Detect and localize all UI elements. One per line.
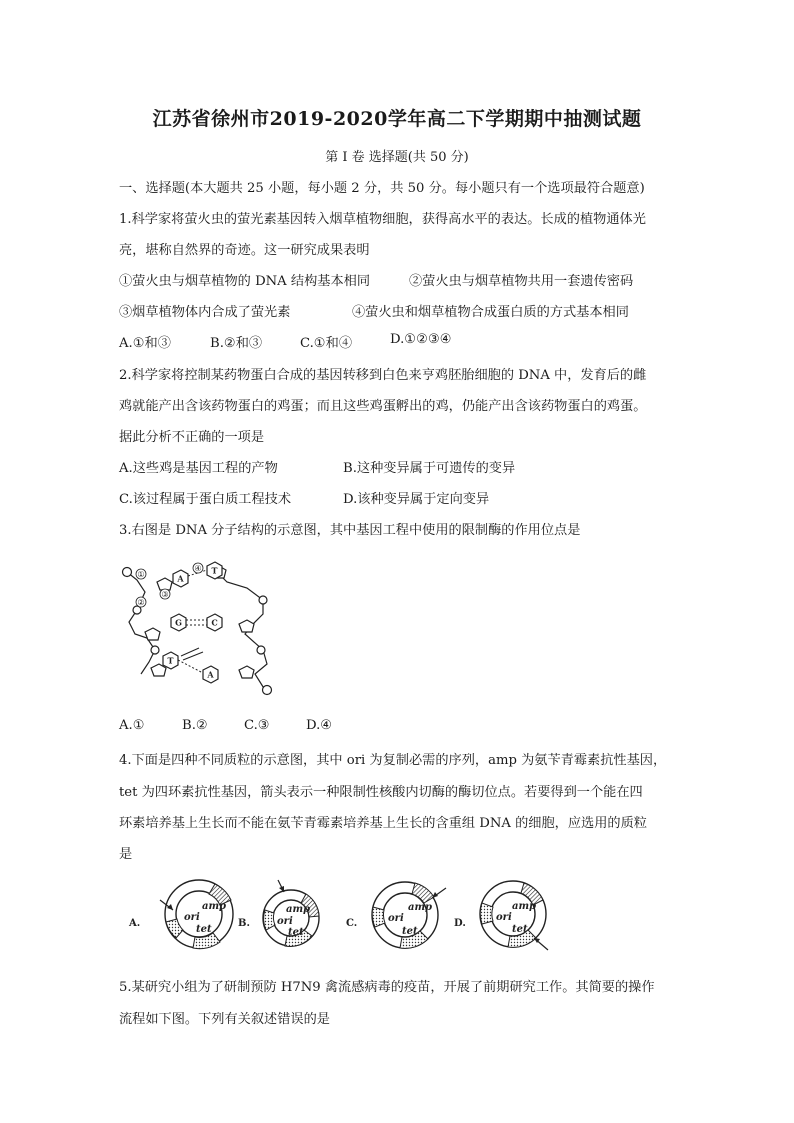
- q2-option-c: C.该过程属于蛋白质工程技术: [119, 492, 292, 507]
- section-subtitle: 第 I 卷 选择题(共 50 分): [325, 150, 469, 165]
- q2-option-b: B.这种变异属于可遗传的变异: [343, 461, 516, 476]
- q3-stem-line1: 3.右图是 DNA 分子结构的示意图，其中基因工程中使用的限制酶的作用位点是: [119, 523, 581, 538]
- page-title: 江苏省徐州市2019-2020学年高二下学期期中抽测试题: [152, 108, 642, 130]
- q2-stem-line3: 据此分析不正确的一项是: [119, 430, 265, 445]
- q1-statement-4: ④萤火虫和烟草植物合成蛋白质的方式基本相同: [352, 305, 629, 320]
- q5-stem-line2: 流程如下图。下列有关叙述错误的是: [119, 1012, 330, 1027]
- section-instruction: 一、选择题(本大题共 25 小题，每小题 2 分，共 50 分。每小题只有一个选项最符合题意): [119, 181, 645, 196]
- q2-option-d: D.该种变异属于定向变异: [343, 492, 490, 507]
- plasmid-b-label: B.: [238, 918, 250, 929]
- q3-option-c: C.③: [244, 718, 270, 733]
- dna-structure-diagram: [115, 552, 280, 702]
- plasmid-d-ori: ori: [496, 912, 512, 923]
- q1-statement-3: ③烟草植物体内合成了萤光素: [119, 305, 291, 320]
- plasmid-b-amp: amp: [286, 904, 311, 915]
- base-t2-label: T: [167, 655, 174, 666]
- plasmid-a-label: A.: [129, 918, 141, 929]
- plasmid-c-ori: ori: [388, 913, 404, 924]
- plasmid-a: [128, 880, 233, 949]
- plasmid-b-ori: ori: [277, 916, 293, 927]
- q1-option-d: D.①②③④: [390, 332, 452, 347]
- plasmid-c: [346, 882, 446, 948]
- q5-stem-line1: 5.某研究小组为了研制预防 H7N9 禽流感病毒的疫苗，开展了前期研究工作。其简要的操作: [119, 980, 655, 995]
- plasmid-d: [454, 881, 548, 950]
- q3-option-a: A.①: [119, 718, 145, 733]
- plasmid-a-amp: amp: [202, 901, 227, 912]
- plasmid-c-tet: tet: [402, 926, 418, 937]
- q3-option-b: B.②: [182, 718, 208, 733]
- q1-stem-line2: 亮，堪称自然界的奇迹。这一研究成果表明: [119, 243, 370, 258]
- plasmid-d-label: D.: [454, 918, 466, 929]
- plasmid-diagrams: [120, 872, 560, 952]
- marker-2: ②: [137, 598, 145, 607]
- plasmid-a-tet: tet: [196, 924, 212, 935]
- plasmid-d-amp: amp: [512, 901, 537, 912]
- q1-statement-1: ①萤火虫与烟草植物的 DNA 结构基本相同: [119, 274, 371, 289]
- base-g-label: G: [175, 617, 182, 628]
- plasmid-b: [238, 880, 319, 946]
- marker-4: ④: [194, 564, 202, 573]
- plasmid-d-tet: tet: [512, 924, 528, 935]
- q2-stem-line2: 鸡就能产出含该药物蛋白的鸡蛋；而且这些鸡蛋孵出的鸡，仍能产出含该药物蛋白的鸡蛋。: [119, 399, 647, 414]
- marker-1: ①: [137, 570, 145, 579]
- q1-option-c: C.①和④: [300, 336, 353, 351]
- q1-option-b: B.②和③: [210, 336, 263, 351]
- q4-stem-line2: tet 为四环素抗性基因，箭头表示一种限制性核酸内切酶的酶切位点。若要得到一个能在四: [119, 785, 643, 800]
- q3-option-d: D.④: [306, 718, 333, 733]
- q2-stem-line1: 2.科学家将控制某药物蛋白合成的基因转移到白色来亨鸡胚胎细胞的 DNA 中，发育后的雌: [119, 368, 647, 383]
- q2-option-a: A.这些鸡是基因工程的产物: [119, 461, 278, 476]
- q1-stem-line1: 1.科学家将萤火虫的萤光素基因转入烟草植物细胞，获得高水平的表达。长成的植物通体光: [119, 212, 646, 227]
- q4-stem-line3: 环素培养基上生长而不能在氨苄青霉素培养基上生长的含重组 DNA 的细胞，应选用的质粒: [119, 816, 647, 831]
- q1-statement-2: ②萤火虫与烟草植物共用一套遗传密码: [409, 274, 634, 289]
- plasmid-b-tet: tet: [288, 927, 304, 938]
- plasmid-c-amp: amp: [408, 902, 433, 913]
- base-a-label: A: [177, 573, 184, 584]
- base-c-label: C: [211, 617, 218, 628]
- plasmid-a-ori: ori: [184, 912, 200, 923]
- base-a2-label: A: [207, 669, 214, 680]
- plasmid-c-label: C.: [346, 918, 358, 929]
- q1-option-a: A.①和③: [119, 336, 171, 351]
- marker-3: ③: [161, 590, 169, 599]
- q4-stem-line4: 是: [119, 847, 133, 862]
- base-t-label: T: [211, 565, 218, 576]
- q4-stem-line1: 4.下面是四种不同质粒的示意图，其中 ori 为复制必需的序列，amp 为氨苄青霉素抗性基因，: [119, 753, 667, 768]
